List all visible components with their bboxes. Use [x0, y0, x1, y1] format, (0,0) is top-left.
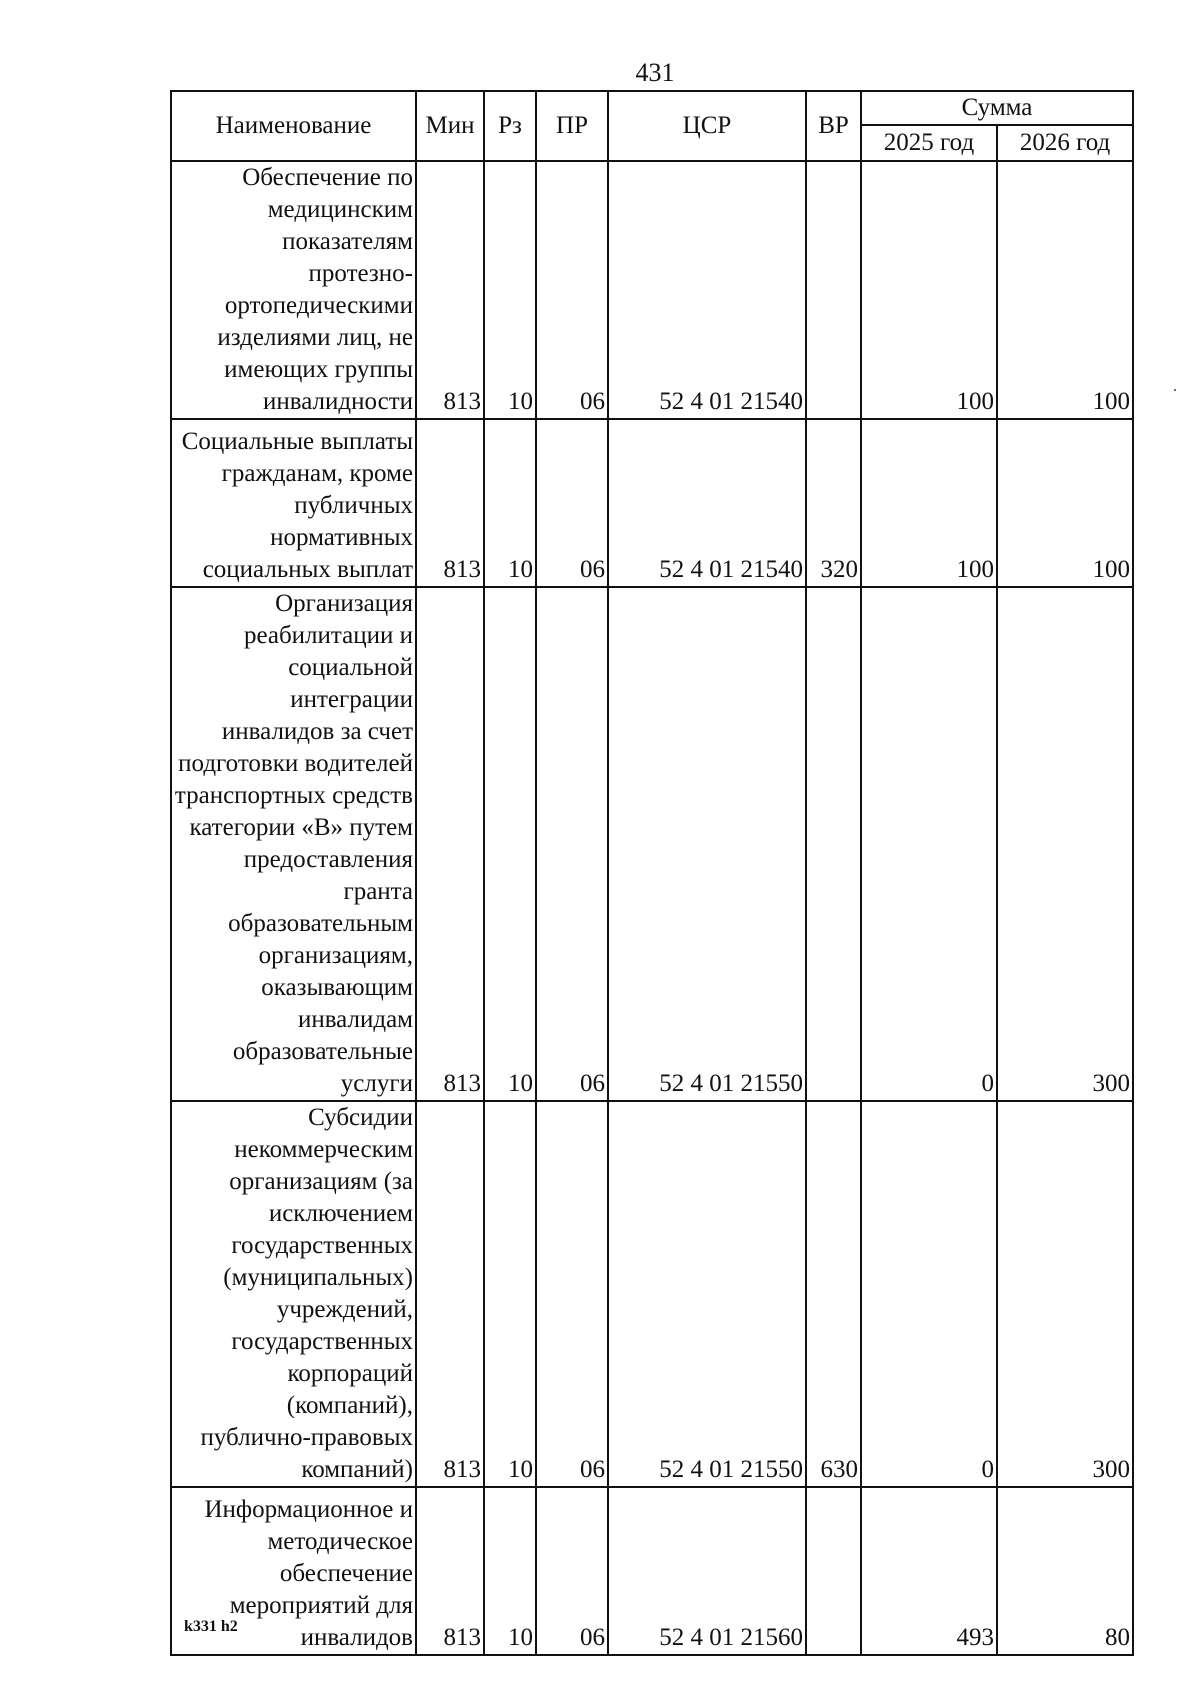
header-year-2026: 2026 год	[997, 125, 1133, 161]
row-sum-2026: 300	[997, 587, 1133, 1101]
row-vr	[806, 587, 861, 1101]
row-vr	[806, 1487, 861, 1655]
row-sum-2026: 100	[997, 419, 1133, 587]
table-body	[171, 161, 1133, 1655]
row-rz: 10	[484, 587, 536, 1101]
row-sum-2026: 80	[997, 1487, 1133, 1655]
row-vr: 630	[806, 1101, 861, 1487]
row-vr: 320	[806, 419, 861, 587]
table-row	[171, 1487, 1133, 1655]
table-row	[171, 419, 1133, 587]
row-pr: 06	[536, 1101, 608, 1487]
row-name: Обеспечение по медицинским показателям протезно-ортопедическими изделиями лиц, не имеющих группы инвалидности	[171, 161, 416, 419]
header-min: Мин	[416, 91, 484, 161]
row-sum-2026: 300	[997, 1101, 1133, 1487]
footer-code: k331 h2	[184, 1618, 238, 1635]
budget-table	[170, 90, 1134, 1656]
row-name: Субсидии некоммерческим организациям (за исключением государственных (муниципальных) учреждений, государственных корпораций (компаний), публично-правовых компаний)	[171, 1101, 416, 1487]
row-rz: 10	[484, 1101, 536, 1487]
row-csr: 52 4 01 21550	[608, 587, 806, 1101]
row-name: Организация реабилитации и социальной интеграции инвалидов за счет подготовки водителей транспортных средств категории «В» путем предоставления гранта образовательным организациям, оказывающим инвалидам образовательные услуги	[171, 587, 416, 1101]
row-min: 813	[416, 587, 484, 1101]
table-row	[171, 587, 1133, 1101]
row-csr: 52 4 01 21540	[608, 419, 806, 587]
row-sum-2025: 493	[861, 1487, 997, 1655]
row-min: 813	[416, 161, 484, 419]
row-sum-2025: 100	[861, 161, 997, 419]
row-pr: 06	[536, 1487, 608, 1655]
header-sum: Сумма	[861, 91, 1133, 125]
row-csr: 52 4 01 21540	[608, 161, 806, 419]
row-sum-2025: 0	[861, 1101, 997, 1487]
table-row	[171, 161, 1133, 419]
row-pr: 06	[536, 161, 608, 419]
row-pr: 06	[536, 587, 608, 1101]
header-csr: ЦСР	[608, 91, 806, 161]
row-rz: 10	[484, 419, 536, 587]
row-pr: 06	[536, 419, 608, 587]
header-year-2025: 2025 год	[861, 125, 997, 161]
row-sum-2025: 100	[861, 419, 997, 587]
row-min: 813	[416, 1101, 484, 1487]
row-csr: 52 4 01 21550	[608, 1101, 806, 1487]
header-vr: ВР	[806, 91, 861, 161]
row-name: Информационное и методическое обеспечение мероприятий для инвалидов	[171, 1487, 416, 1655]
header-pr: ПР	[536, 91, 608, 161]
row-rz: 10	[484, 1487, 536, 1655]
table-row	[171, 1101, 1133, 1487]
row-rz: 10	[484, 161, 536, 419]
row-vr	[806, 161, 861, 419]
row-csr: 52 4 01 21560	[608, 1487, 806, 1655]
header-name: Наименование	[171, 91, 416, 161]
row-min: 813	[416, 1487, 484, 1655]
row-min: 813	[416, 419, 484, 587]
row-sum-2026: 100	[997, 161, 1133, 419]
page-number: 431	[635, 58, 675, 87]
margin-mark: ·	[1172, 380, 1178, 400]
row-sum-2025: 0	[861, 587, 997, 1101]
row-name: Социальные выплаты гражданам, кроме публичных нормативных социальных выплат	[171, 419, 416, 587]
header-rz: Рз	[484, 91, 536, 161]
